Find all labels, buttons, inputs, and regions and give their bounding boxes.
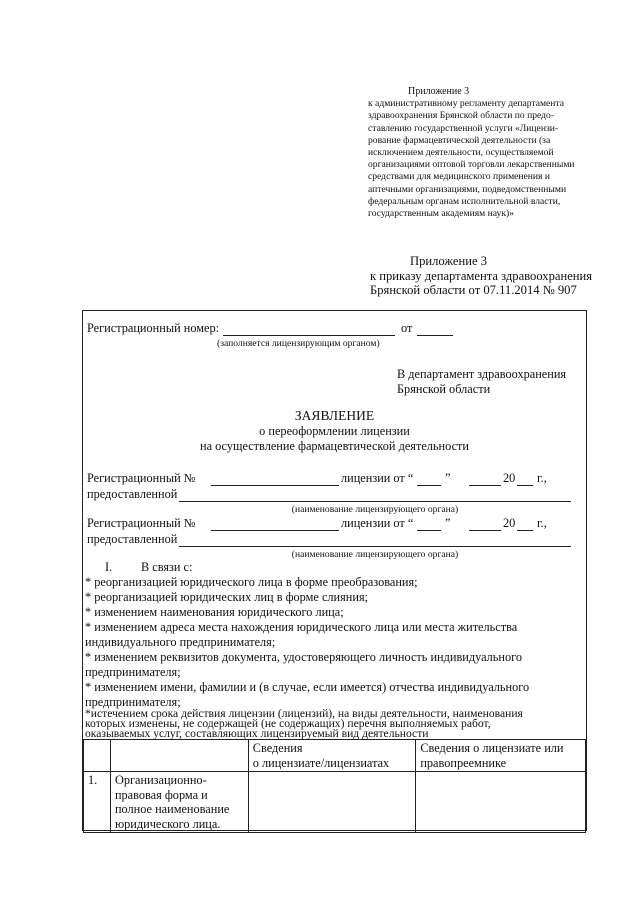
section-lead: В связи с: [141,560,193,574]
license-reg-field[interactable] [211,530,339,531]
annex-regulation-line: средствами для медицинского применения и [368,171,551,183]
annex-order-line: Брянской области от 07.11.2014 № 907 [370,283,577,297]
reason-item: * изменением наименования юридического лица; [85,605,344,619]
licensing-body-hint: (наименование лицензирующего органа) [291,549,459,560]
license-month-field[interactable] [469,530,501,531]
reason-item: предпринимателя; [85,695,181,709]
annex-regulation-line: государственным академиям наук)» [368,208,514,220]
expiry-reason-line: *истечением срока действия лицензии (лицензий), на виды деятельности, наименования [85,707,523,720]
application-form [82,310,587,831]
provided-label: предоставленной [87,487,178,501]
annex-regulation-title: Приложение 3 [408,86,470,97]
licensing-body-field[interactable] [179,501,571,502]
reason-item: индивидуального предпринимателя; [85,635,276,649]
licensing-body-field[interactable] [179,546,571,547]
expiry-reason-line: оказываемых услуг, составляющих лицензируемый вид деятельности [85,727,429,740]
annex-regulation [368,86,608,220]
form-heading: ЗАЯВЛЕНИЕ [294,408,375,423]
annex-regulation-line: исключением деятельности, осуществляемой [368,147,554,159]
table-header-cell: Сведения о лицензиате или правопреемнике [416,740,586,772]
table-header-cell: Сведения о лицензиате/лицензиатах [248,740,416,772]
year-prefix: 20 [503,516,516,530]
reg-number-label: Регистрационный номер: [87,321,220,335]
license-reg-field[interactable] [211,485,339,486]
reason-item: * изменением адреса места нахождения юридического лица или места жительства [85,620,518,634]
reason-item: * изменением реквизитов документа, удостоверяющего личность индивидуального [85,650,523,664]
annex-regulation-line: федеральным органам исполнительной власти, [368,195,561,207]
reason-item: * изменением имени, фамилии и (в случае, если имеется) отчества индивидуального [85,680,530,694]
table-cell-licensee-input[interactable] [248,772,416,833]
section-number: I. [105,560,113,574]
annex-regulation-line: здравоохранения Брянской области по предо- [368,110,555,122]
license-reg-label: Регистрационный № [87,516,196,530]
reg-number-field[interactable] [223,335,395,336]
form-subheading: на осуществление фармацевтической деятельности [199,439,469,453]
annex-regulation-line: аптечными организациями, подведомственными [368,183,567,195]
annex-regulation-line: к административному регламенту департамента [368,98,564,110]
annex-order-line: к приказу департамента здравоохранения [370,268,593,283]
table-header-cell [84,740,111,772]
quote-close: ” [445,516,451,530]
license-year-field[interactable] [517,530,533,531]
reg-hint: (заполняется лицензирующим органом) [217,338,380,349]
reason-item: предпринимателя; [85,665,181,679]
license-month-field[interactable] [469,485,501,486]
license-from-label: лицензии от “ [341,471,414,485]
table-cell-successor-input[interactable] [416,772,586,833]
table-cell-number: 1. [84,772,111,833]
addressee-line: В департамент здравоохранения [397,367,567,381]
provided-label: предоставленной [87,532,178,546]
quote-close: ” [445,471,451,485]
license-reg-label: Регистрационный № [87,471,196,485]
table-row [84,772,586,833]
year-suffix: г., [537,471,547,485]
license-year-field[interactable] [517,485,533,486]
license-day-field[interactable] [417,530,441,531]
reason-item: * реорганизацией юридического лица в форме преобразования; [85,575,418,589]
addressee-line: Брянской области [397,382,491,396]
annex-regulation-line: рование фармацевтической деятельности (за [368,134,551,146]
annex-regulation-line: организациями оптовой торговли лекарственными [368,159,575,171]
annex-regulation-line: ставлению государственной услуги «Лицензи- [368,122,559,134]
annex-order-title: Приложение 3 [410,254,488,268]
table-header-row [84,740,586,772]
table-cell-field-name: Организационно- правовая форма и полное наименование юридического лица. [110,772,248,833]
year-suffix: г., [537,516,547,530]
licensing-body-hint: (наименование лицензирующего органа) [291,504,459,515]
year-prefix: 20 [503,471,516,485]
reason-item: * реорганизацией юридических лиц в форме слияния; [85,590,369,604]
reg-from-label: от [401,321,413,335]
licensee-table [83,739,586,833]
table-header-cell [110,740,248,772]
expiry-reason-line: которых изменены, не содержащей (не содержащих) перечня выполняемых работ, [85,717,491,730]
form-subheading: о переоформлении лицензии [259,424,410,438]
annex-order [370,254,620,298]
license-day-field[interactable] [417,485,441,486]
license-from-label: лицензии от “ [341,516,414,530]
reg-date-field[interactable] [417,335,453,336]
